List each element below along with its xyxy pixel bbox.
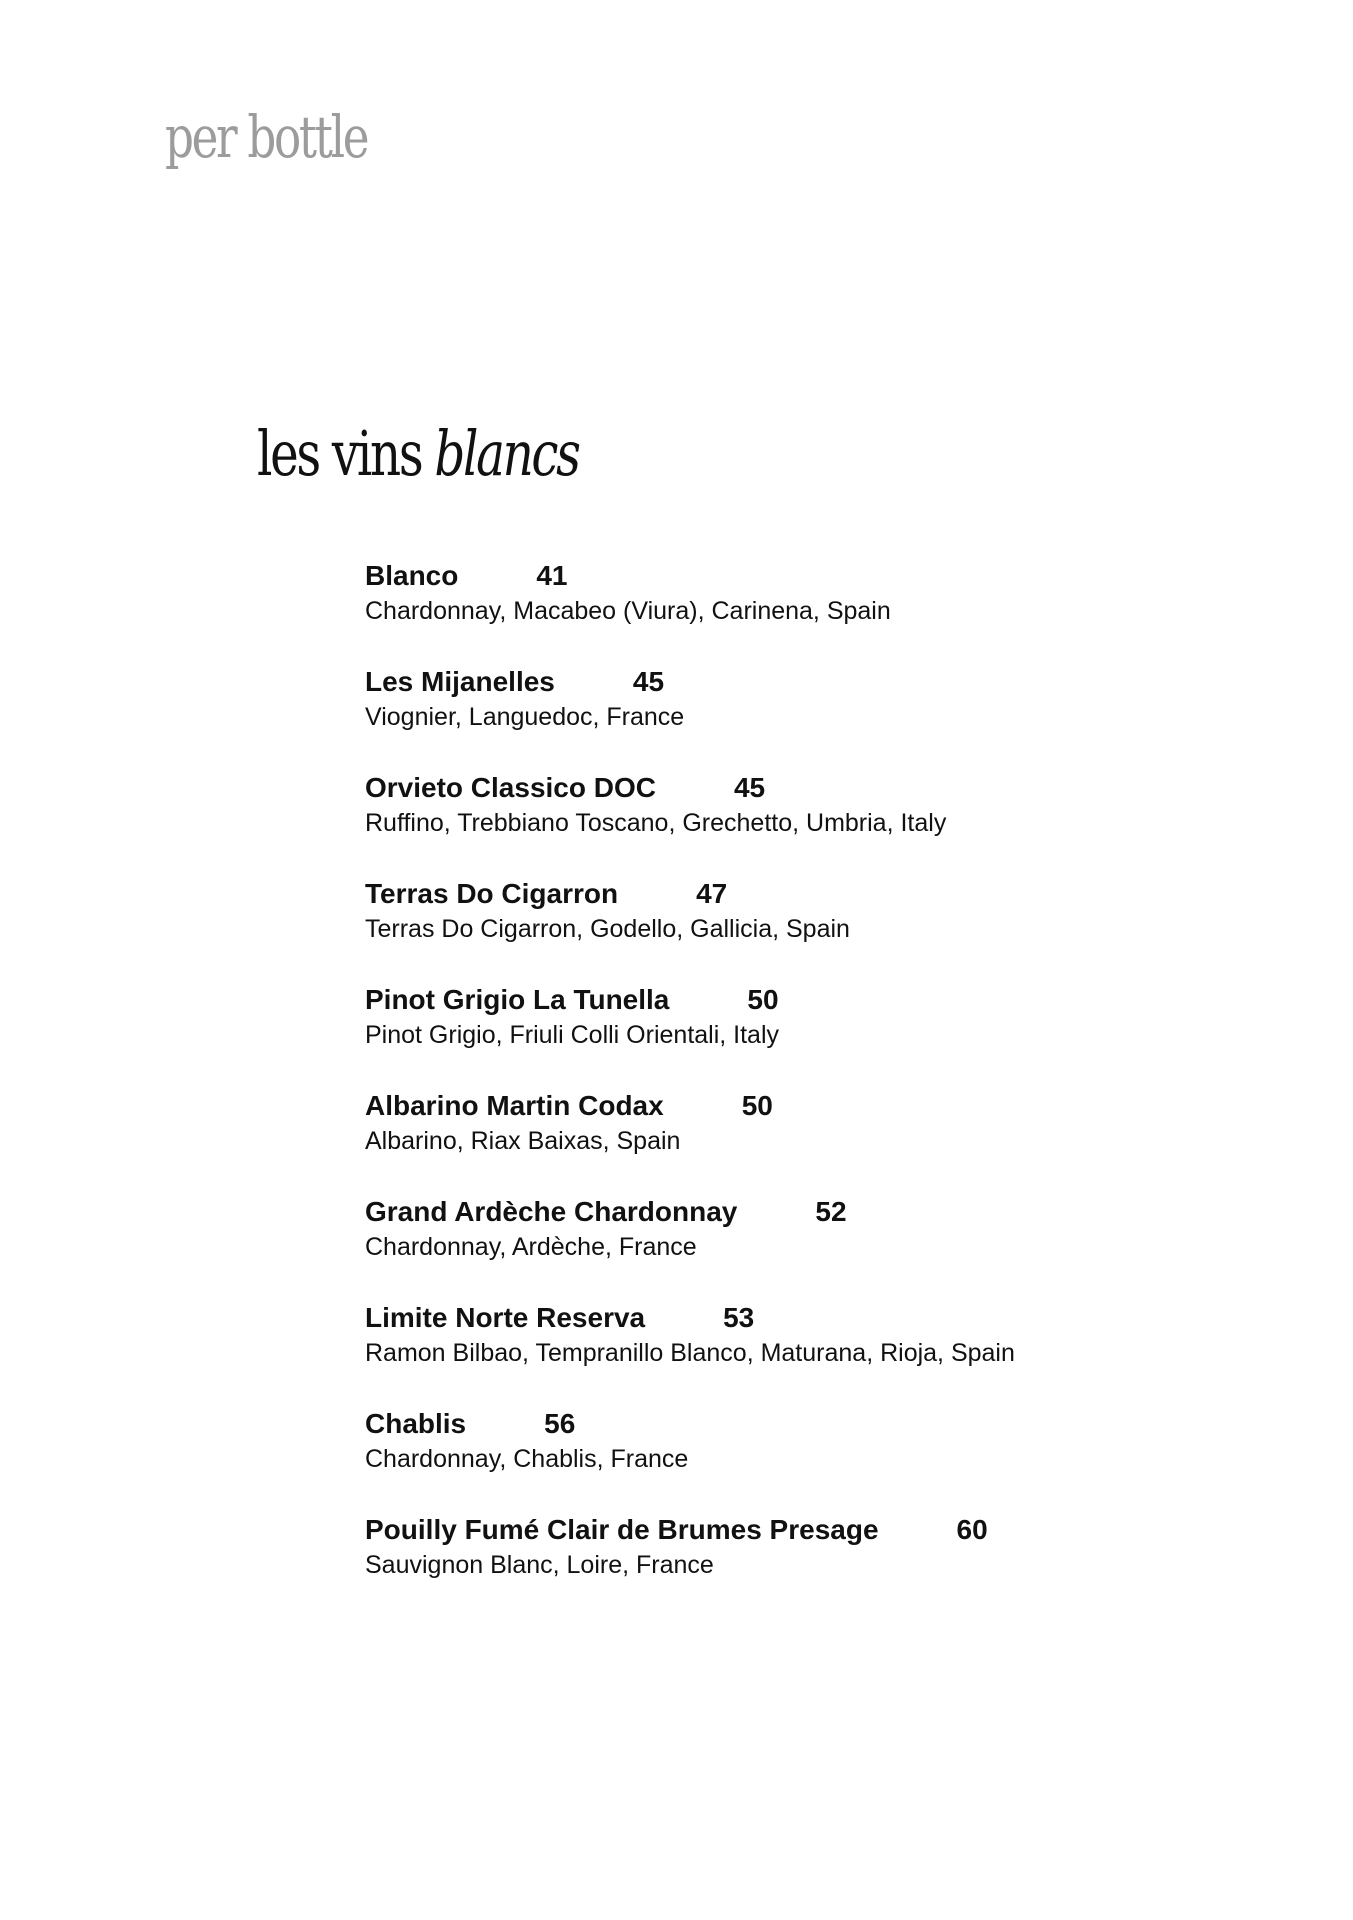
wine-description: Chardonnay, Ardèche, France [365, 1233, 697, 1261]
wine-heading [365, 1512, 1165, 1548]
wine-list [365, 558, 1165, 1618]
wine-heading [365, 1194, 1165, 1230]
wine-name: Orvieto Classico DOC [365, 772, 656, 803]
page-kicker: per bottle [165, 103, 368, 171]
wine-name: Chablis [365, 1408, 467, 1439]
wine-description: Terras Do Cigarron, Godello, Gallicia, Spain [365, 915, 850, 943]
wine-item [365, 876, 1165, 982]
wine-name: Albarino Martin Codax [365, 1090, 664, 1121]
wine-price: 45 [632, 666, 665, 697]
wine-price: 56 [544, 1408, 576, 1439]
section-title-plain: les vins [257, 417, 435, 490]
wine-price: 60 [956, 1514, 988, 1545]
wine-description: Sauvignon Blanc, Loire, France [365, 1551, 714, 1579]
wine-price: 47 [696, 878, 728, 909]
section-title-italic: blancs [434, 417, 579, 490]
wine-heading [365, 664, 1165, 700]
wine-heading [365, 770, 1165, 806]
wine-description: Ramon Bilbao, Tempranillo Blanco, Maturana, Rioja, Spain [365, 1339, 1015, 1367]
wine-name: Limite Norte Reserva [365, 1302, 646, 1333]
wine-heading [365, 982, 1165, 1018]
wine-description: Chardonnay, Chablis, France [365, 1445, 689, 1473]
wine-description: Viognier, Languedoc, France [365, 703, 685, 731]
wine-name: Blanco [365, 560, 459, 591]
wine-name: Terras Do Cigarron [365, 878, 619, 909]
wine-item [365, 558, 1165, 664]
wine-price: 53 [723, 1302, 755, 1333]
wine-name: Pinot Grigio La Tunella [365, 984, 670, 1015]
wine-description: Albarino, Riax Baixas, Spain [365, 1127, 681, 1155]
wine-price: 50 [741, 1090, 773, 1121]
wine-description: Chardonnay, Macabeo (Viura), Carinena, Spain [365, 597, 891, 625]
section-title [257, 417, 579, 490]
wine-price: 41 [536, 560, 568, 591]
wine-item [365, 770, 1165, 876]
wine-item [365, 1512, 1165, 1618]
wine-heading [365, 1300, 1165, 1336]
wine-item [365, 982, 1165, 1088]
wine-name: Les Mijanelles [365, 666, 555, 697]
wine-description: Pinot Grigio, Friuli Colli Orientali, Italy [365, 1021, 780, 1049]
wine-heading [365, 876, 1165, 912]
wine-heading [365, 1088, 1165, 1124]
wine-price: 50 [747, 984, 779, 1015]
wine-description: Ruffino, Trebbiano Toscano, Grechetto, Umbria, Italy [365, 809, 947, 837]
wine-item [365, 664, 1165, 770]
wine-name: Pouilly Fumé Clair de Brumes Presage [365, 1514, 879, 1545]
wine-price: 45 [733, 772, 766, 803]
wine-heading [365, 1406, 1165, 1442]
wine-item [365, 1088, 1165, 1194]
wine-item [365, 1194, 1165, 1300]
wine-price: 52 [815, 1196, 847, 1227]
wine-heading [365, 558, 1165, 594]
wine-item [365, 1300, 1165, 1406]
wine-name: Grand Ardèche Chardonnay [365, 1196, 738, 1227]
wine-item [365, 1406, 1165, 1512]
